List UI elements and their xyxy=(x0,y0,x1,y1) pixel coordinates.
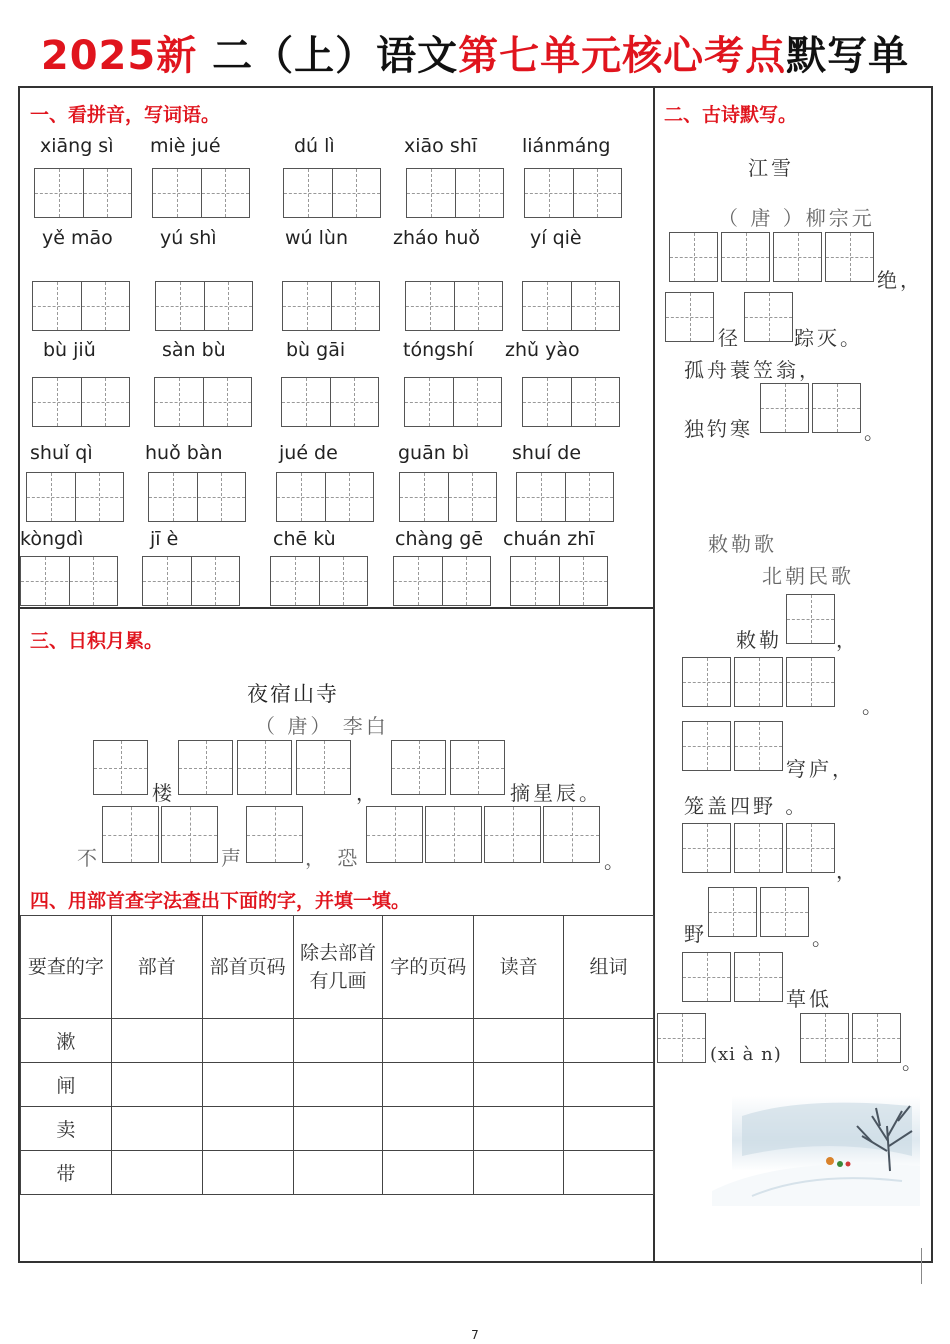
tianzige-box[interactable] xyxy=(296,740,351,795)
lookup-char: 闸 xyxy=(21,1063,112,1107)
poem-text: 摘星辰。 xyxy=(510,781,602,805)
tianzige-box[interactable] xyxy=(657,1013,706,1063)
poem-text: 绝， xyxy=(877,268,923,292)
answer-cell[interactable] xyxy=(383,1151,474,1195)
pinyin-prompt: bù jiǔ xyxy=(43,339,96,361)
word-answer-box[interactable] xyxy=(270,556,368,606)
tianzige-box[interactable] xyxy=(734,657,783,707)
answer-cell[interactable] xyxy=(293,1107,383,1151)
tianzige-box[interactable] xyxy=(102,806,159,863)
section4-heading: 四、用部首查字法查出下面的字，并填一填。 xyxy=(30,890,411,912)
page-title xyxy=(0,24,950,81)
table-row xyxy=(21,1063,654,1107)
word-answer-box[interactable] xyxy=(148,472,246,522)
tianzige-box[interactable] xyxy=(237,740,292,795)
word-answer-box[interactable] xyxy=(524,168,622,218)
tianzige-box[interactable] xyxy=(161,806,218,863)
word-answer-box[interactable] xyxy=(32,377,130,427)
pinyin-prompt: jué de xyxy=(279,442,338,464)
tianzige-box[interactable] xyxy=(825,232,874,282)
pinyin-prompt: xiāng sì xyxy=(40,135,114,157)
poem-pinyin-note: (xi à n) xyxy=(710,1044,782,1065)
word-answer-box[interactable] xyxy=(283,168,381,218)
pinyin-prompt: xiāo shī xyxy=(404,135,478,157)
tianzige-box[interactable] xyxy=(800,1013,849,1063)
poem-text: 笼盖四野 。 xyxy=(684,794,809,818)
tianzige-box[interactable] xyxy=(682,657,731,707)
poem-text: 孤舟蓑笠翁， xyxy=(684,358,822,382)
tianzige-box[interactable] xyxy=(425,806,482,863)
tianzige-box[interactable] xyxy=(786,823,835,873)
poem-text: 穹庐， xyxy=(786,757,855,781)
poem-text: 。 xyxy=(862,694,885,718)
poem-text: 敕勒 xyxy=(736,628,782,652)
word-answer-box[interactable] xyxy=(34,168,132,218)
column-header: 读音 xyxy=(474,916,564,1019)
answer-cell[interactable] xyxy=(564,1107,654,1151)
poem-yesushansi-author: （ 唐） 李白 xyxy=(255,714,389,738)
tianzige-box[interactable] xyxy=(708,887,757,937)
answer-cell[interactable] xyxy=(564,1019,654,1063)
tianzige-box[interactable] xyxy=(391,740,446,795)
pinyin-prompt: kònɡdì xyxy=(20,528,84,550)
word-answer-box[interactable] xyxy=(281,377,379,427)
tianzige-box[interactable] xyxy=(734,721,783,771)
answer-cell[interactable] xyxy=(202,1063,293,1107)
pinyin-prompt: miè jué xyxy=(150,135,221,157)
answer-cell[interactable] xyxy=(293,1019,383,1063)
poem-text: 。 xyxy=(902,1050,925,1074)
column-header: 除去部首有几画 xyxy=(293,916,383,1019)
tianzige-box[interactable] xyxy=(682,823,731,873)
lookup-char: 带 xyxy=(21,1151,112,1195)
word-answer-box[interactable] xyxy=(32,281,130,331)
pinyin-prompt: shuí de xyxy=(512,442,582,464)
tianzige-box[interactable] xyxy=(246,806,303,863)
tianzige-box[interactable] xyxy=(786,657,835,707)
word-answer-box[interactable] xyxy=(405,281,503,331)
word-answer-box[interactable] xyxy=(522,281,620,331)
title-suffix: 默写单 xyxy=(786,33,910,79)
word-answer-box[interactable] xyxy=(26,472,124,522)
word-answer-box[interactable] xyxy=(516,472,614,522)
page-number: 7 xyxy=(471,1328,479,1342)
pinyin-prompt: zhǔ yào xyxy=(505,339,580,361)
word-answer-box[interactable] xyxy=(20,556,118,606)
answer-cell[interactable] xyxy=(474,1151,564,1195)
radical-lookup-table xyxy=(20,915,654,1195)
pinyin-prompt: chàng gē xyxy=(395,528,484,550)
word-answer-box[interactable] xyxy=(510,556,608,606)
word-answer-box[interactable] xyxy=(152,168,250,218)
poem-jiangxue-title: 江雪 xyxy=(748,156,794,180)
table-row xyxy=(21,1107,654,1151)
poem-text: 径 xyxy=(718,326,741,350)
word-answer-box[interactable] xyxy=(282,281,380,331)
poem-jiangxue-author: （ 唐 ）柳宗元 xyxy=(718,206,875,230)
poem-chilege-author: 北朝民歌 xyxy=(762,564,854,588)
tianzige-box[interactable] xyxy=(773,232,822,282)
poem-text: 草低 xyxy=(786,987,832,1011)
lookup-char: 卖 xyxy=(21,1107,112,1151)
poem-text: 。 xyxy=(812,926,835,950)
answer-cell[interactable] xyxy=(474,1063,564,1107)
pinyin-prompt: liánmáng xyxy=(522,135,611,157)
tianzige-box[interactable] xyxy=(178,740,233,795)
tianzige-box[interactable] xyxy=(93,740,148,795)
poem-chilege-title: 敕勒歌 xyxy=(708,532,777,556)
table-row xyxy=(21,1151,654,1195)
word-answer-box[interactable] xyxy=(404,377,502,427)
pinyin-prompt: chuán zhī xyxy=(503,528,595,550)
section1-heading: 一、看拼音，写词语。 xyxy=(30,104,221,126)
word-answer-box[interactable] xyxy=(155,281,253,331)
poem-text: ， xyxy=(836,628,859,652)
tianzige-box[interactable] xyxy=(744,292,793,342)
word-answer-box[interactable] xyxy=(393,556,491,606)
word-answer-box[interactable] xyxy=(406,168,504,218)
poem-text: 踪灭。 xyxy=(794,326,863,350)
table-header-row xyxy=(21,916,654,1019)
pinyin-prompt: guān bì xyxy=(398,442,470,464)
tianzige-box[interactable] xyxy=(852,1013,901,1063)
tianzige-box[interactable] xyxy=(734,823,783,873)
pinyin-prompt: jī è xyxy=(150,528,179,550)
section-divider xyxy=(18,607,654,609)
pinyin-prompt: yí qiè xyxy=(530,227,582,249)
pinyin-prompt: shuǐ qì xyxy=(30,442,93,464)
answer-cell[interactable] xyxy=(383,1107,474,1151)
pinyin-prompt: chē kù xyxy=(273,528,336,550)
poem-text: ， xyxy=(836,859,859,883)
pinyin-prompt: wú lùn xyxy=(285,227,348,249)
pinyin-prompt: yě māo xyxy=(42,227,113,249)
pinyin-prompt: dú lì xyxy=(294,135,335,157)
word-answer-box[interactable] xyxy=(522,377,620,427)
poem-text: 。 xyxy=(864,420,887,444)
word-answer-box[interactable] xyxy=(142,556,240,606)
answer-cell[interactable] xyxy=(111,1151,202,1195)
poem-text: 声 xyxy=(221,846,244,870)
tianzige-box[interactable] xyxy=(484,806,541,863)
poem-text: ， 恐 xyxy=(305,846,361,870)
answer-cell[interactable] xyxy=(564,1063,654,1107)
tianzige-box[interactable] xyxy=(543,806,600,863)
lookup-char: 漱 xyxy=(21,1019,112,1063)
tianzige-box[interactable] xyxy=(721,232,770,282)
answer-cell[interactable] xyxy=(202,1019,293,1063)
answer-cell[interactable] xyxy=(564,1151,654,1195)
answer-cell[interactable] xyxy=(293,1151,383,1195)
poem-text: 野 xyxy=(684,922,707,946)
table-row xyxy=(21,1019,654,1063)
section2-heading: 二、古诗默写。 xyxy=(664,104,798,126)
pinyin-prompt: tóngshí xyxy=(403,339,474,361)
pinyin-prompt: yú shì xyxy=(160,227,217,249)
word-answer-box[interactable] xyxy=(154,377,252,427)
answer-cell[interactable] xyxy=(111,1019,202,1063)
answer-cell[interactable] xyxy=(293,1063,383,1107)
poem-yesushansi-title: 夜宿山寺 xyxy=(247,682,339,706)
title-topic: 第七单元核心考点 xyxy=(458,33,787,79)
tianzige-box[interactable] xyxy=(760,887,809,937)
column-header: 组词 xyxy=(564,916,654,1019)
tianzige-box[interactable] xyxy=(734,952,783,1002)
tianzige-box[interactable] xyxy=(812,383,861,433)
column-header: 部首页码 xyxy=(202,916,293,1019)
column-header: 部首 xyxy=(111,916,202,1019)
answer-cell[interactable] xyxy=(474,1107,564,1151)
column-header: 字的页码 xyxy=(383,916,474,1019)
margin-mark xyxy=(921,1248,922,1284)
tianzige-box[interactable] xyxy=(760,383,809,433)
answer-cell[interactable] xyxy=(202,1107,293,1151)
snow-tree-illustration xyxy=(712,1096,920,1206)
tianzige-box[interactable] xyxy=(366,806,423,863)
tianzige-box[interactable] xyxy=(665,292,714,342)
pinyin-prompt: zháo huǒ xyxy=(393,227,481,249)
answer-cell[interactable] xyxy=(383,1019,474,1063)
poem-text: 不 xyxy=(77,846,100,870)
tianzige-box[interactable] xyxy=(669,232,718,282)
answer-cell[interactable] xyxy=(202,1151,293,1195)
poem-text: 独钓寒 xyxy=(684,417,753,441)
poem-text: ， xyxy=(356,781,379,805)
tianzige-box[interactable] xyxy=(450,740,505,795)
answer-cell[interactable] xyxy=(474,1019,564,1063)
pinyin-prompt: bù gāi xyxy=(286,339,346,361)
pinyin-prompt: sàn bù xyxy=(162,339,226,361)
answer-cell[interactable] xyxy=(111,1107,202,1151)
answer-cell[interactable] xyxy=(383,1063,474,1107)
section3-heading: 三、日积月累。 xyxy=(30,630,164,652)
tianzige-box[interactable] xyxy=(786,594,835,644)
title-grade: 二（上）语文 xyxy=(197,33,459,79)
poem-text: 。 xyxy=(604,849,627,873)
word-answer-box[interactable] xyxy=(399,472,497,522)
poem-text: 楼 xyxy=(152,781,175,805)
tianzige-box[interactable] xyxy=(682,721,731,771)
word-answer-box[interactable] xyxy=(276,472,374,522)
title-year: 2025新 xyxy=(40,33,198,79)
pinyin-prompt: huǒ bàn xyxy=(145,442,223,464)
answer-cell[interactable] xyxy=(111,1063,202,1107)
column-header: 要查的字 xyxy=(21,916,112,1019)
tianzige-box[interactable] xyxy=(682,952,731,1002)
